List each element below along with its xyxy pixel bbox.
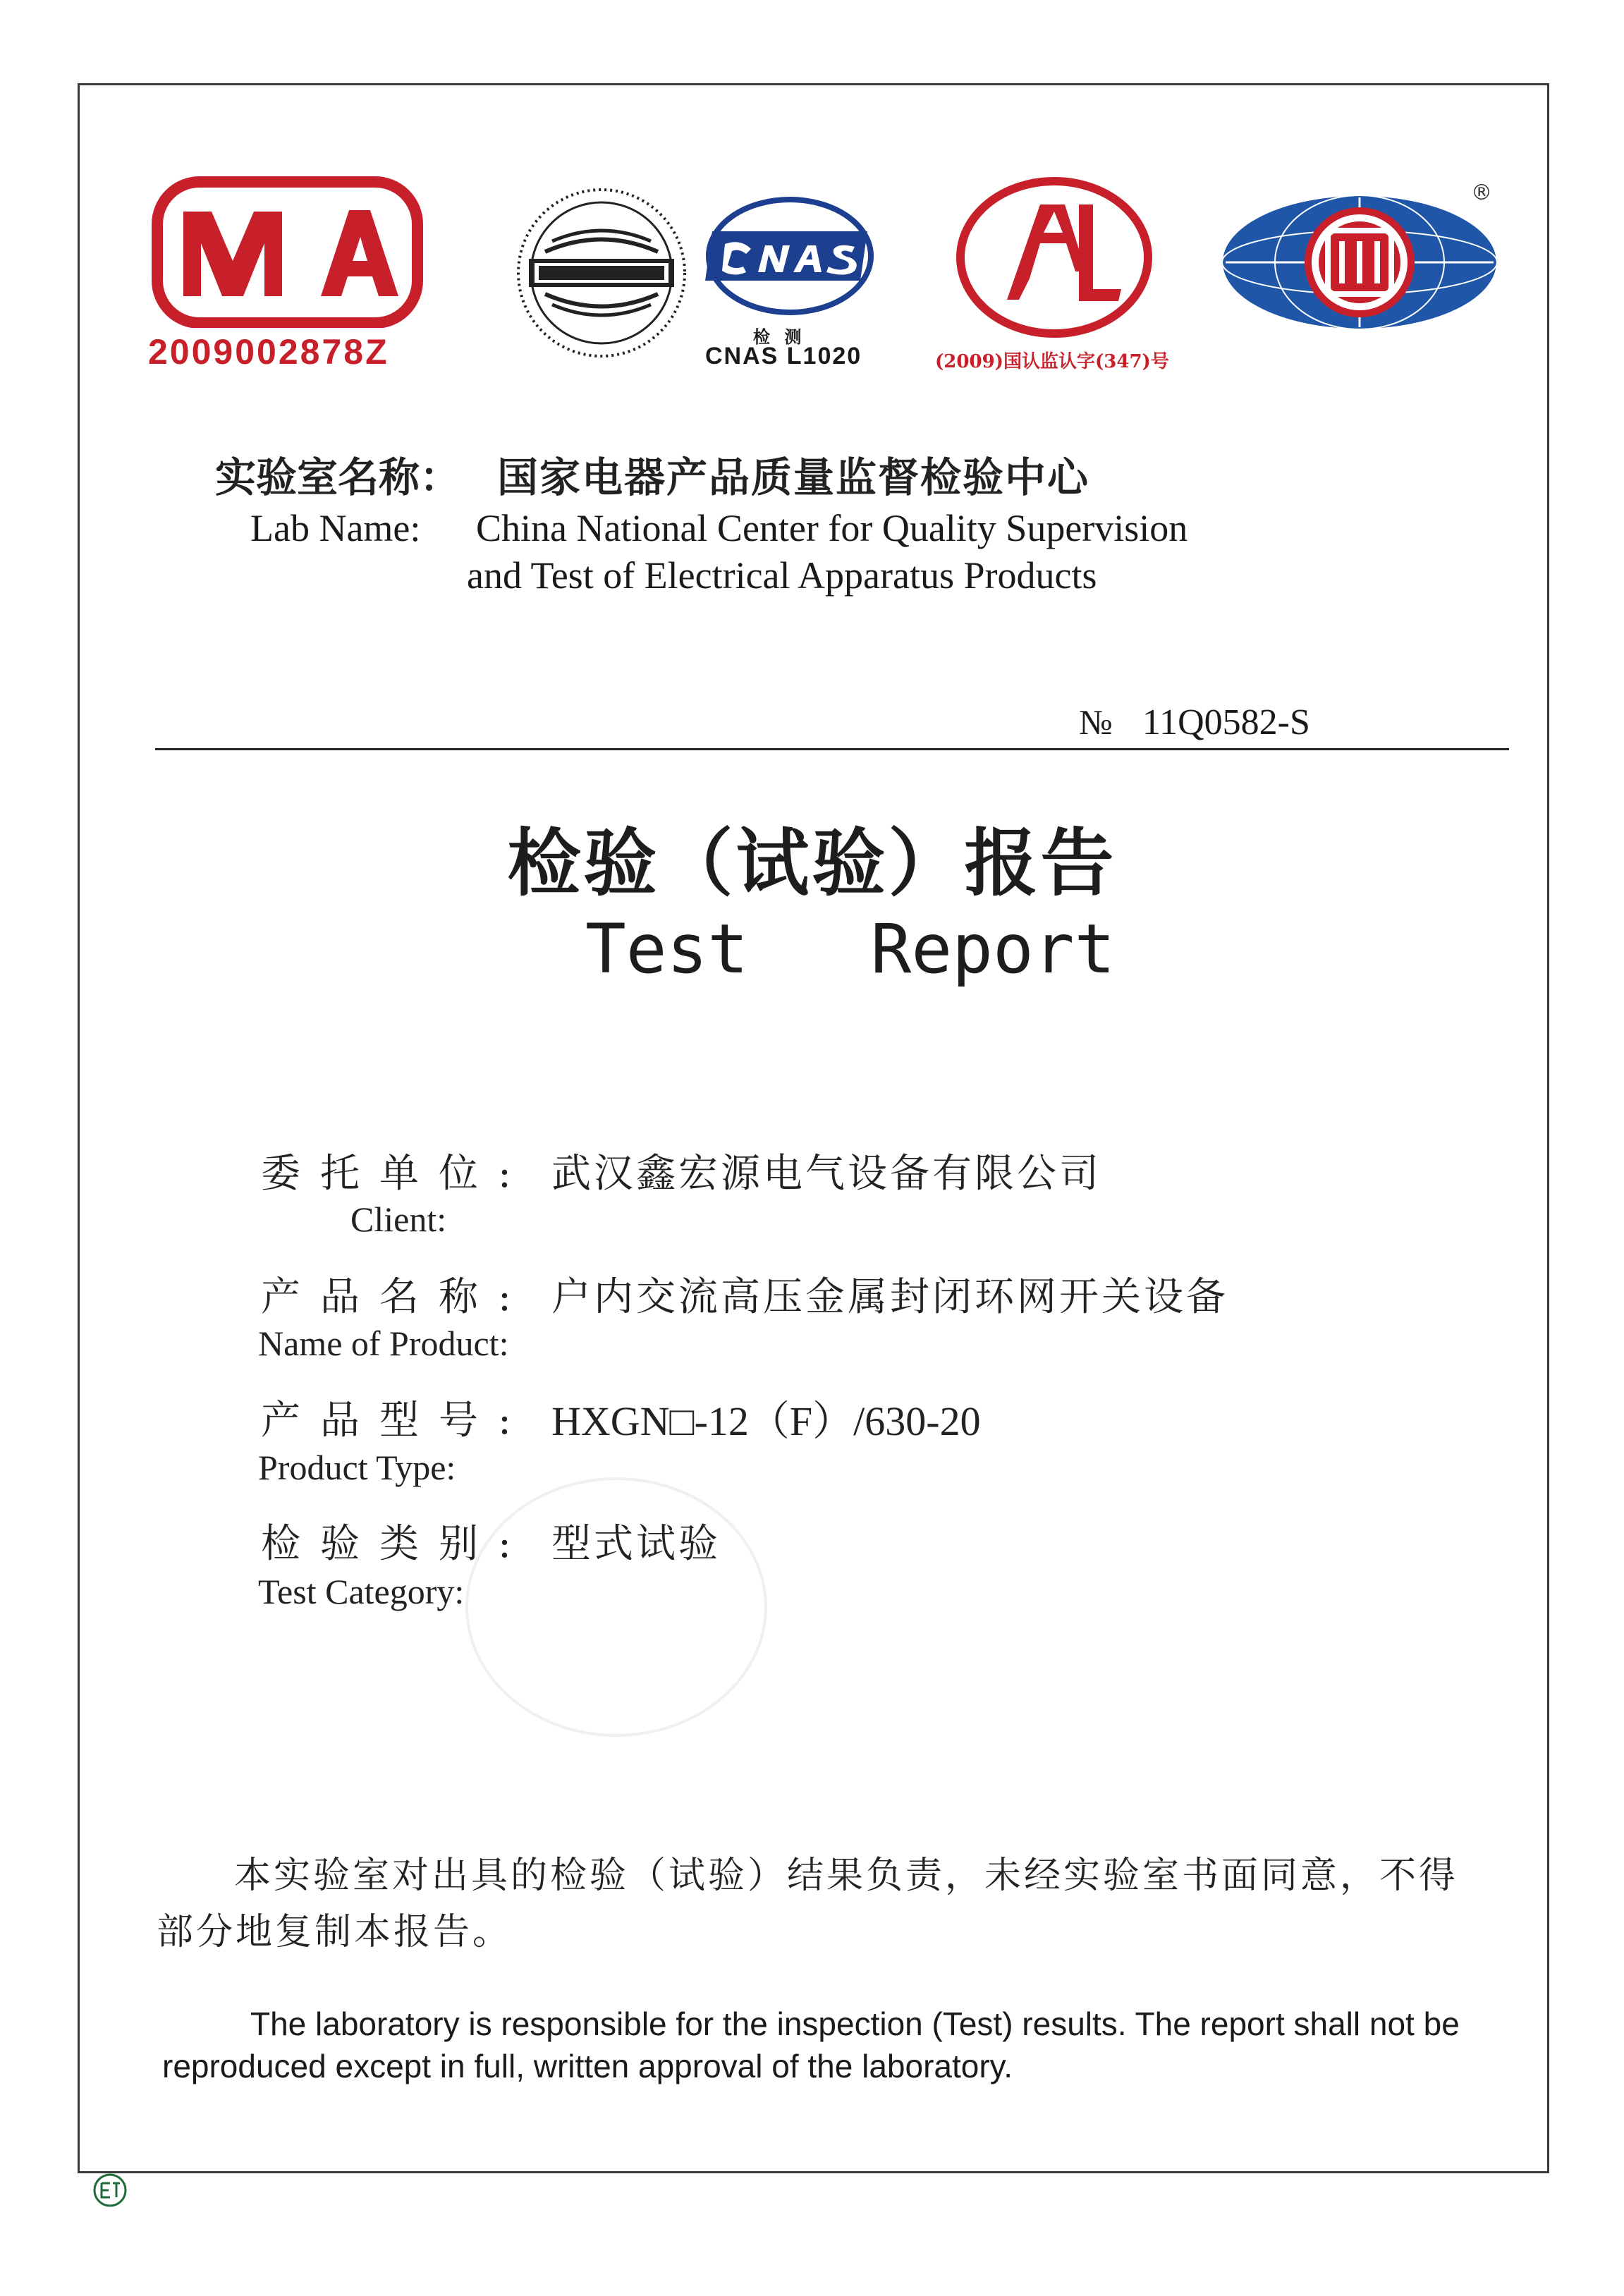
client-value: 武汉鑫宏源电气设备有限公司 xyxy=(551,1151,1101,1197)
lab-name-cn: 国家电器产品质量监督检验中心 xyxy=(497,453,1090,501)
lab-name-cn-label: 实验室名称： xyxy=(215,453,461,501)
test-category-label-cn: 检验类别: xyxy=(261,1521,531,1567)
test-category-value: 型式试验 xyxy=(551,1521,721,1567)
client-label-en: Client: xyxy=(350,1199,447,1239)
cal-logo xyxy=(952,173,1156,342)
header-divider xyxy=(155,748,1509,750)
cnas-logo xyxy=(698,189,881,323)
report-number: 11Q0582-S xyxy=(1142,702,1310,743)
report-number-label: № xyxy=(1079,702,1113,742)
footer-mark-icon xyxy=(92,2172,128,2209)
registered-mark: ® xyxy=(1471,181,1492,205)
cnas-code: CNAS L1020 xyxy=(705,343,862,370)
product-type-value: HXGN□-12（F）/630-20 xyxy=(551,1398,981,1444)
client-label-cn: 委托单位: xyxy=(261,1151,531,1197)
report-title-cn: 检验（试验）报告 xyxy=(507,820,1117,906)
lab-name-en-line1: China National Center for Quality Supervision xyxy=(476,507,1188,549)
ilac-mra-logo xyxy=(513,185,690,361)
lab-name-en-line2: and Test of Electrical Apparatus Products xyxy=(467,554,1097,597)
product-type-label-cn: 产品型号: xyxy=(261,1398,531,1443)
cal-code: (2009)国认监认字(347)号 xyxy=(935,351,1169,372)
product-type-label-en: Product Type: xyxy=(258,1448,456,1487)
product-name-value: 户内交流高压金属封闭环网开关设备 xyxy=(551,1274,1228,1320)
cnas-sub-text: 检 测 xyxy=(753,327,806,347)
product-name-label-cn: 产品名称: xyxy=(261,1274,531,1320)
disclaimer-cn: 本实验室对出具的检验（试验）结果负责，未经实验室书面同意，不得部分地复制本报告。 xyxy=(157,1855,1459,1953)
cma-logo xyxy=(152,176,423,328)
disclaimer-en: The laboratory is responsible for the inspection (Test) results. The report shall not be reproduced except in full, written approval of the laboratory. xyxy=(162,2005,1460,2084)
cma-code: 2009002878Z xyxy=(148,332,389,372)
report-title-en: Test Report xyxy=(585,910,1116,989)
cqc-globe-logo xyxy=(1219,192,1501,333)
product-name-label-en: Name of Product: xyxy=(258,1324,509,1363)
lab-name-en-label: Lab Name: xyxy=(250,507,421,549)
test-category-label-en: Test Category: xyxy=(258,1572,465,1611)
